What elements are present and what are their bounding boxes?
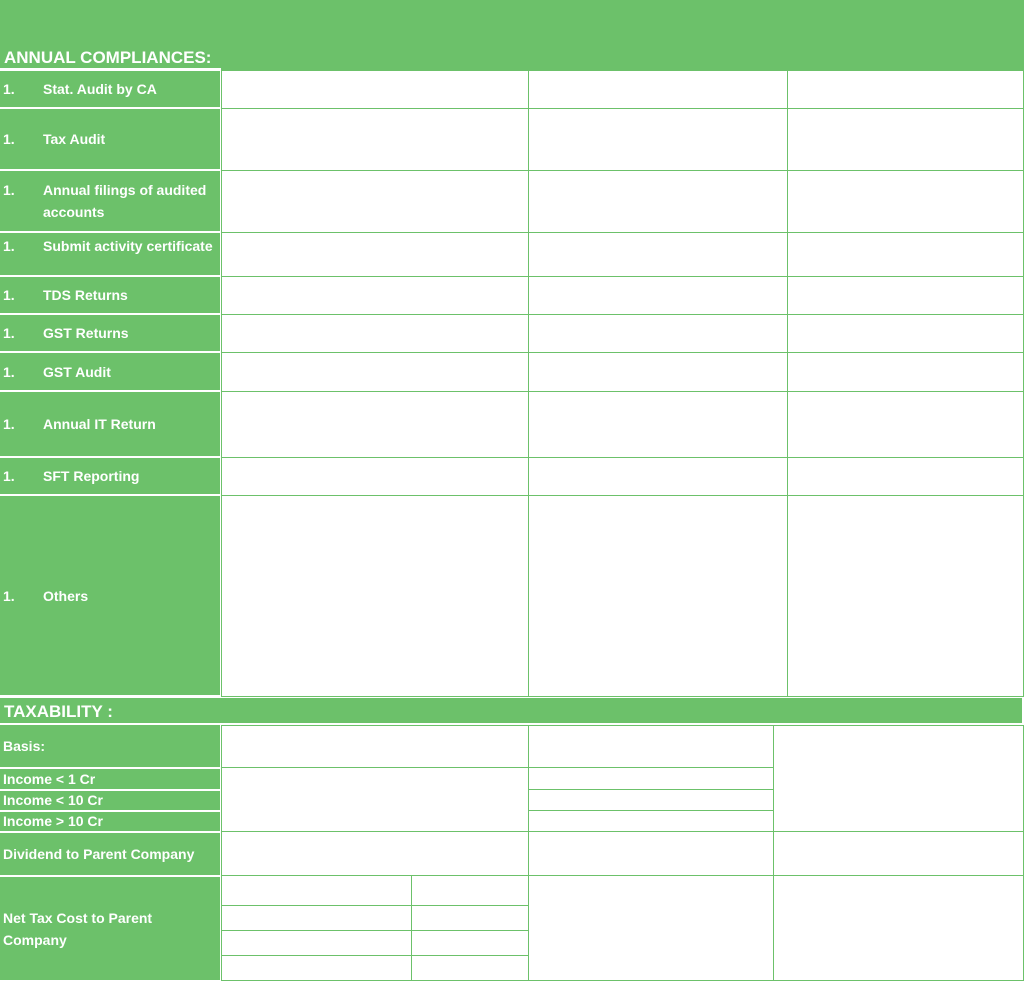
compliance-row-number: 1. [3,287,15,303]
income-gt-10-label [0,812,220,831]
compliance-row-number: 1. [3,325,15,341]
income-lt-10-label [0,791,220,810]
net-tax-subcell-a3[interactable] [221,930,412,956]
compliance-cell-col-2[interactable] [528,391,788,458]
compliance-row-text: Others [43,588,89,604]
title-underline [0,68,221,70]
compliance-cell-col-3[interactable] [787,391,1024,458]
compliance-cell-col-2[interactable] [528,352,788,392]
income-lt-1-text: Income < 1 Cr [3,771,96,787]
compliance-cell-col-3[interactable] [787,495,1024,697]
compliance-row-text: Stat. Audit by CA [43,81,157,97]
net-tax-subcell-b4[interactable] [411,955,529,981]
dividend-label [0,833,220,875]
compliance-row-text: Annual IT Return [43,416,156,432]
net-tax-subcell-b2[interactable] [411,905,529,931]
income-lt-10-cell[interactable] [528,789,774,811]
compliance-cell-col-2[interactable] [528,457,788,496]
compliance-row-number: 1. [3,416,15,432]
dividend-cell-3[interactable] [773,831,1024,876]
dividend-cell-1[interactable] [221,831,529,876]
dividend-text: Dividend to Parent Company [3,846,195,862]
compliance-row-number: 1. [3,364,15,380]
compliance-cell-col-3[interactable] [787,70,1024,109]
compliance-cell-col-3[interactable] [787,232,1024,277]
compliance-cell-col-1[interactable] [221,276,529,315]
compliance-row-text: GST Returns [43,325,129,341]
compliance-row-label [0,392,220,456]
compliance-row-text: SFT Reporting [43,468,140,484]
compliance-cell-col-1[interactable] [221,391,529,458]
compliance-cell-col-3[interactable] [787,314,1024,353]
compliance-row-number: 1. [3,81,15,97]
basis-cell-1[interactable] [221,725,529,768]
compliance-row-label [0,71,220,107]
basis-text: Basis: [3,738,46,754]
net-tax-subcell-a1[interactable] [221,875,412,906]
compliance-cell-col-2[interactable] [528,276,788,315]
net-tax-cell-2[interactable] [528,875,774,981]
net-tax-subcell-b1[interactable] [411,875,529,906]
income-lt-1-cell[interactable] [528,767,774,790]
compliance-cell-col-2[interactable] [528,108,788,171]
net-tax-text: Net Tax Cost to Parent Company [3,910,153,948]
income-gt-10-cell[interactable] [528,810,774,832]
compliance-cell-col-3[interactable] [787,457,1024,496]
compliance-row-label [0,233,220,275]
compliance-cell-col-3[interactable] [787,352,1024,392]
compliance-cell-col-1[interactable] [221,70,529,109]
compliance-row-text: TDS Returns [43,287,128,303]
compliance-cell-col-2[interactable] [528,495,788,697]
income-lt-1-label [0,769,220,789]
compliance-cell-col-2[interactable] [528,170,788,233]
basis-cell-2[interactable] [528,725,774,768]
income-cell-merged[interactable] [221,767,529,832]
compliance-row-text: Submit activity certificate [43,238,213,254]
compliance-row-label [0,277,220,313]
compliance-cell-col-3[interactable] [787,170,1024,233]
compliance-row-number: 1. [3,468,15,484]
net-tax-subcell-a4[interactable] [221,955,412,981]
compliance-row-text: Tax Audit [43,131,106,147]
compliance-cell-col-2[interactable] [528,314,788,353]
net-tax-subcell-a2[interactable] [221,905,412,931]
compliance-cell-col-3[interactable] [787,108,1024,171]
compliance-cell-col-1[interactable] [221,232,529,277]
income-gt-10-text: Income > 10 Cr [3,813,103,829]
basis-cell-3-merged[interactable] [773,725,1024,832]
compliance-row-label [0,109,220,169]
taxability-title: TAXABILITY : [4,702,113,721]
compliance-row-label [0,315,220,351]
compliance-cell-col-2[interactable] [528,70,788,109]
dividend-cell-2[interactable] [528,831,774,876]
compliance-row-label [0,353,220,390]
compliance-cell-col-1[interactable] [221,495,529,697]
compliance-row-label [0,496,220,695]
compliance-row-label [0,458,220,494]
taxability-band [0,698,1022,723]
compliance-row-text: GST Audit [43,364,111,380]
compliance-cell-col-1[interactable] [221,314,529,353]
annual-compliances-title: ANNUAL COMPLIANCES: [4,48,212,67]
compliance-cell-col-1[interactable] [221,352,529,392]
net-tax-subcell-b3[interactable] [411,930,529,956]
compliance-row-number: 1. [3,588,15,604]
compliance-cell-col-1[interactable] [221,457,529,496]
basis-label [0,725,220,767]
compliance-cell-col-1[interactable] [221,108,529,171]
compliance-row-number: 1. [3,238,15,254]
compliance-cell-col-3[interactable] [787,276,1024,315]
net-tax-label [0,877,220,980]
net-tax-cell-3[interactable] [773,875,1024,981]
compliance-cell-col-1[interactable] [221,170,529,233]
compliance-row-label [0,171,220,231]
compliance-row-number: 1. [3,131,15,147]
compliance-cell-col-2[interactable] [528,232,788,277]
compliance-row-number: 1. [3,182,15,198]
compliance-row-text: Annual filings of audited accounts [43,182,207,220]
income-lt-10-text: Income < 10 Cr [3,792,103,808]
